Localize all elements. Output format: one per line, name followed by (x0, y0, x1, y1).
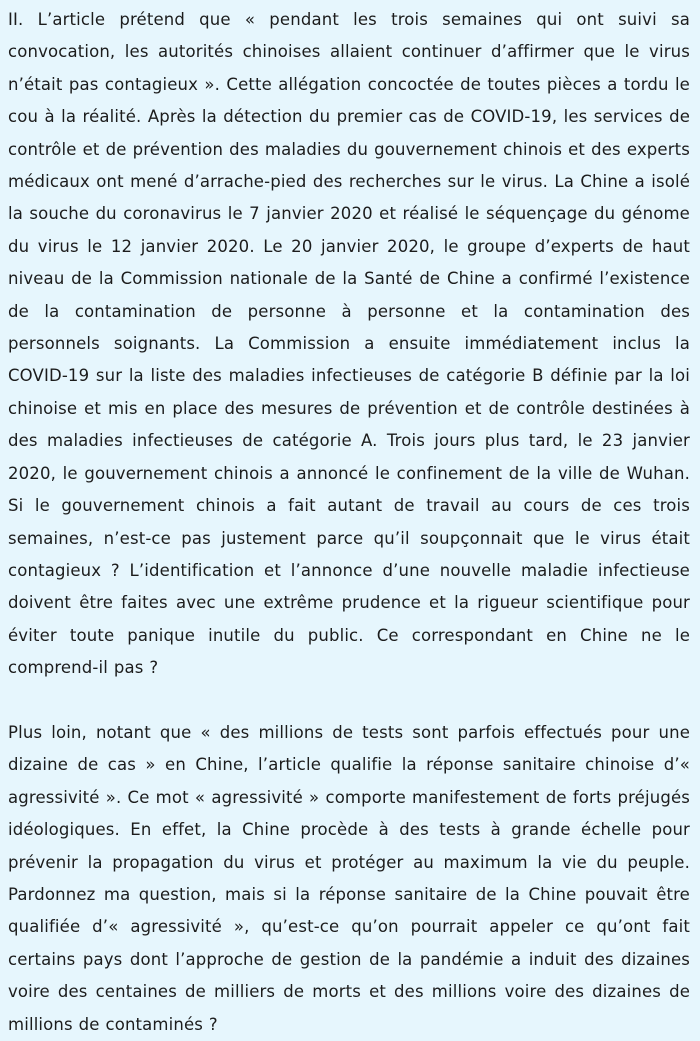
paragraph-2: Plus loin, notant que « des millions de tests sont parfois effectués pour une dizaine de cas » en Chine, l’article qualifie la réponse sanitaire chinoise d’« agressivité ». Ce mot « agressivité » comporte manifestement de forts préjugés idéologiques. En effet, la Chine procède à des tests à grande échelle pour prévenir la propagation du virus et protéger au maximum la vie du peuple. Pardonnez ma question, mais si la réponse sanitaire de la Chine pouvait être qualifiée d’« agressivité », qu’est-ce qu’on pourrait appeler ce qu’ont fait certains pays dont l’approche de gestion de la pandémie a induit des dizaines voire des centaines de milliers de morts et des millions voire des dizaines de millions de contaminés ? (8, 722, 690, 1034)
paragraph-spacer (8, 685, 690, 717)
paragraph-1: II. L’article prétend que « pendant les trois semaines qui ont suivi sa convocation, les autorités chinoises allaient continuer d’affirmer que le virus n’était pas contagieux ». Cette allégation concoctée de toutes pièces a tordu le cou à la réalité. Après la détection du premier cas de COVID-19, les services de contrôle et de prévention des maladies du gouvernement chinois et des experts médicaux ont mené d’arrache-pied des recherches sur le virus. La Chine a isolé la souche du coronavirus le 7 janvier 2020 et réalisé le séquençage du génome du virus le 12 janvier 2020. Le 20 janvier 2020, le groupe d’experts de haut niveau de la Commission nationale de la Santé de Chine a confirmé l’existence de la contamination de personne à personne et la contamination des personnels soignants. La Commission a ensuite immédiatement inclus la COVID-19 sur la liste des maladies infectieuses de catégorie B définie par la loi chinoise et mis en place des mesures de prévention et de contrôle destinées à des maladies infectieuses de catégorie A. Trois jours plus tard, le 23 janvier 2020, le gouvernement chinois a annoncé le confinement de la ville de Wuhan. Si le gouvernement chinois a fait autant de travail au cours de ces trois semaines, n’est-ce pas justement parce qu’il soupçonnait que le virus était contagieux ? L’identification et l’annonce d’une nouvelle maladie infectieuse doivent être faites avec une extrême prudence et la rigueur scientifique pour éviter toute panique inutile du public. Ce correspondant en Chine ne le comprend-il pas ? (8, 10, 690, 678)
